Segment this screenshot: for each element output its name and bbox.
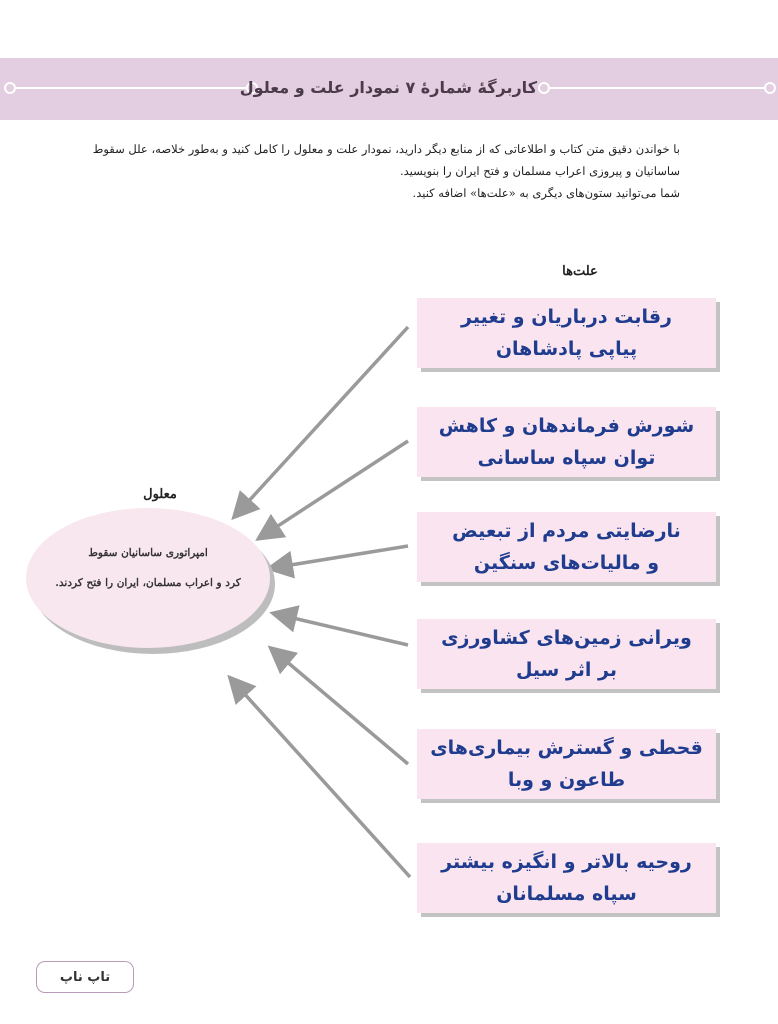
cause-box-1 xyxy=(417,298,716,368)
cause-box-6 xyxy=(417,843,716,913)
arrow-cause-6 xyxy=(232,680,410,877)
cause-text-line: شورش فرماندهان و کاهش xyxy=(438,415,695,437)
footer-badge: تاپ ناپ xyxy=(36,961,134,993)
arrow-cause-2 xyxy=(261,441,408,537)
cause-text-line: توان سپاه ساسانی xyxy=(477,447,656,469)
cause-text-line: سپاه مسلمانان xyxy=(496,883,637,905)
effect-text-line: کرد و اعراب مسلمان، ایران را فتح کردند. xyxy=(55,577,241,589)
cause-text xyxy=(429,410,704,474)
cause-text-line: بر اثر سیل xyxy=(515,659,618,681)
instructions-line: ساسانیان و پیروزی اعراب مسلمان و فتح ایران را بنویسید. xyxy=(399,164,680,178)
arrow-cause-1 xyxy=(236,327,408,515)
arrow-cause-3 xyxy=(272,546,408,568)
cause-text-line: قحطی و گسترش بیماری‌های xyxy=(430,737,703,759)
cause-text-line: پیاپی پادشاهان xyxy=(495,338,638,360)
instructions-line: شما می‌توانید ستون‌های دیگری به «علت‌ها» اضافه کنید. xyxy=(412,186,680,200)
cause-box-2 xyxy=(417,407,716,477)
effect-text xyxy=(46,538,250,598)
cause-text-line: رقابت درباریان و تغییر xyxy=(461,306,672,328)
cause-text-line: ویرانی زمین‌های کشاورزی xyxy=(441,627,692,649)
cause-box-4 xyxy=(417,619,716,689)
cause-text xyxy=(431,622,702,686)
cause-box-5 xyxy=(417,729,716,799)
causes-label: علت‌ها xyxy=(562,264,598,279)
cause-text xyxy=(431,846,702,910)
worksheet-title: کاربرگهٔ شمارهٔ ۷ نمودار علت و معلول xyxy=(239,78,537,97)
effect-text-line: امپراتوری ساسانیان سقوط xyxy=(88,547,208,559)
cause-text xyxy=(420,732,713,796)
cause-text xyxy=(442,515,691,579)
cause-box-3 xyxy=(417,512,716,582)
effect-ellipse xyxy=(26,508,270,648)
instructions-line: با خواندن دقیق متن کتاب و اطلاعاتی که از منابع دیگر دارید، نمودار علت و معلول را کامل کنید و به‌طور خلاصه، علل سقوط xyxy=(92,142,680,156)
cause-text-line: طاعون و وبا xyxy=(507,769,626,791)
arrow-cause-4 xyxy=(276,614,408,645)
effect-label: معلول xyxy=(143,487,177,502)
cause-text-line: روحیه بالاتر و انگیزه بیشتر xyxy=(441,851,692,873)
cause-text xyxy=(451,301,682,365)
cause-text-line: نارضایتی مردم از تبعیض xyxy=(452,520,681,542)
cause-text-line: و مالیات‌های سنگین xyxy=(473,552,660,574)
